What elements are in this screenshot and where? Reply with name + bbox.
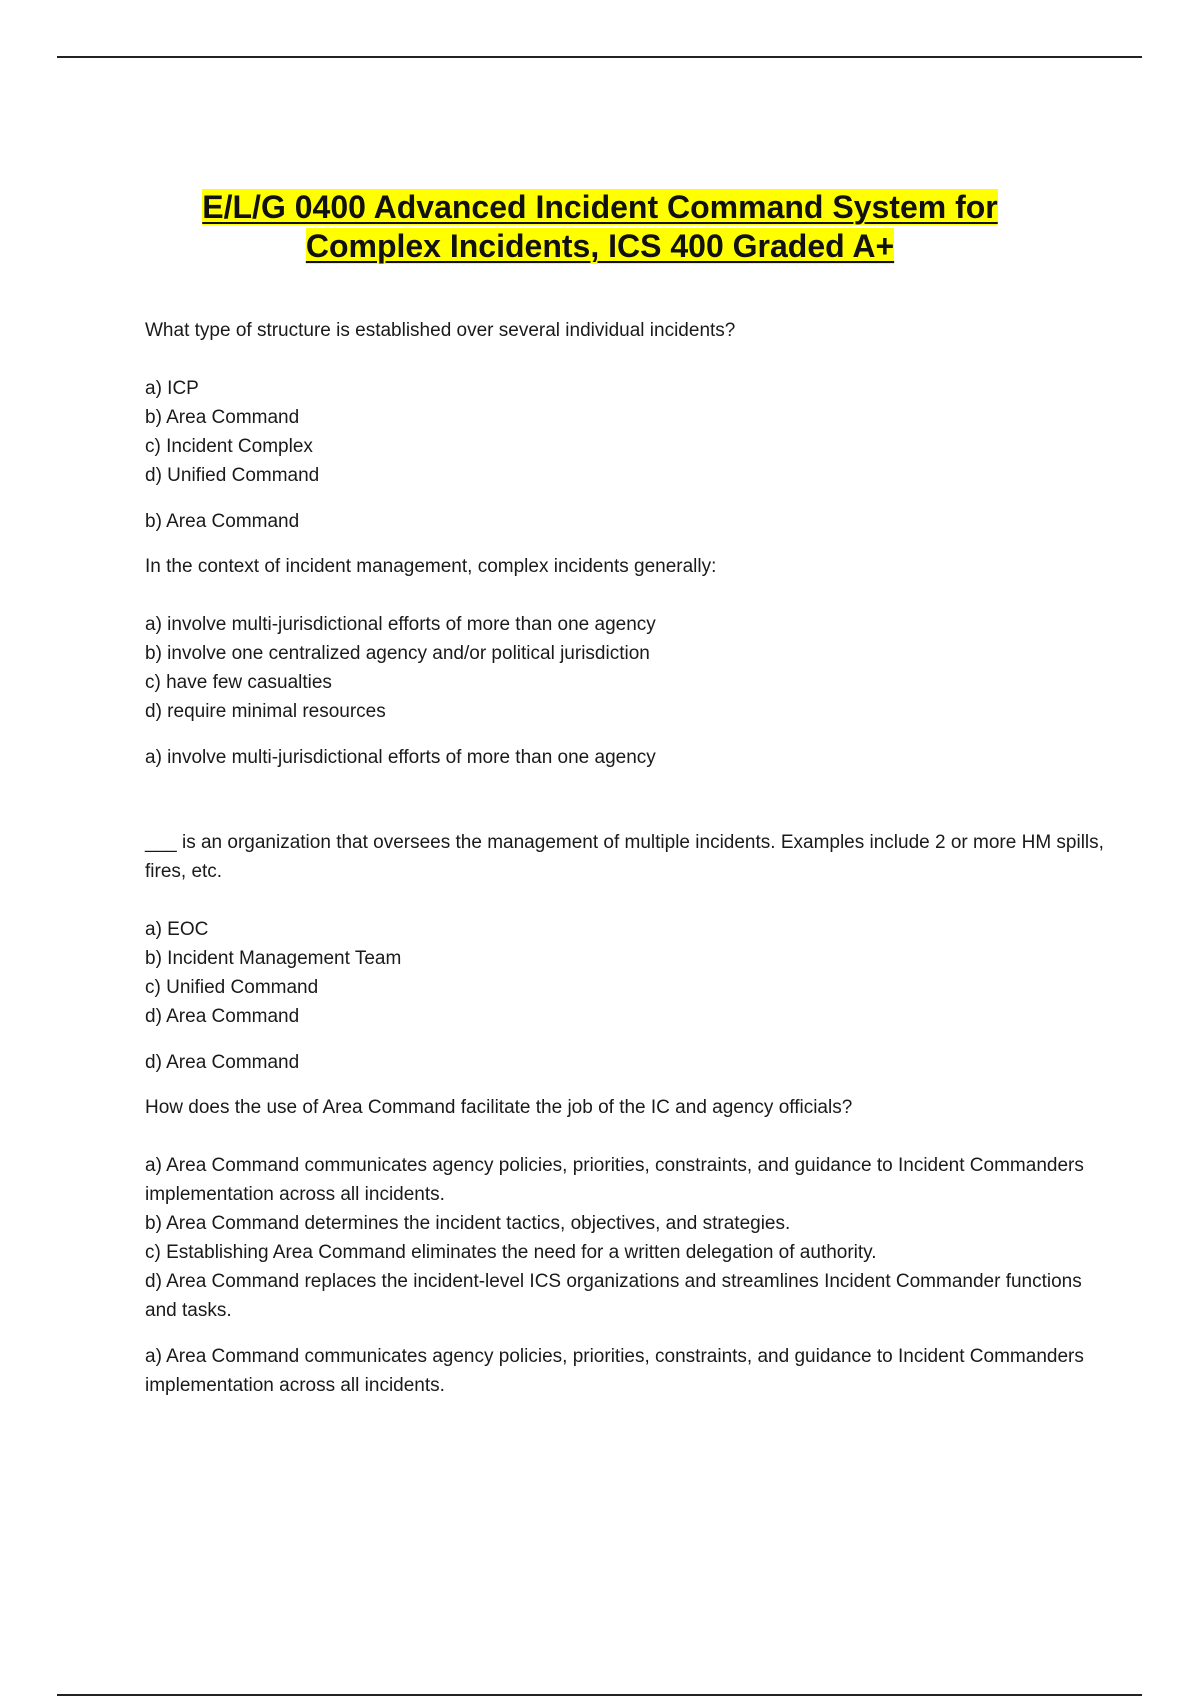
question-text: In the context of incident management, complex incidents generally: (145, 556, 717, 577)
option: d) Area Command replaces the incident-level ICS organizations and streamlines Incident Commander functions and tasks. (145, 1271, 1082, 1321)
question-text: What type of structure is established over several individual incidents? (145, 320, 736, 341)
question-block-4 (145, 1093, 1105, 1400)
answer-text: b) Area Command (145, 511, 300, 532)
question-block-2 (145, 552, 1105, 772)
option: c) Establishing Area Command eliminates the need for a written delegation of authority. (145, 1242, 877, 1263)
question-block-1 (145, 316, 1105, 536)
option: d) require minimal resources (145, 701, 386, 722)
option: b) Area Command (145, 407, 300, 428)
option: d) Unified Command (145, 465, 320, 486)
option: a) EOC (145, 919, 209, 940)
question-text: How does the use of Area Command facilitate the job of the IC and agency officials? (145, 1097, 853, 1118)
options-list (145, 915, 1105, 1031)
option: c) Incident Complex (145, 436, 313, 457)
option: c) have few casualties (145, 672, 332, 693)
answer-text: a) Area Command communicates agency policies, priorities, constraints, and guidance to Incident Commanders implementation across all incidents. (145, 1346, 1084, 1396)
title-line-1: E/L/G 0400 Advanced Incident Command System for (202, 189, 998, 225)
title-line-2: Complex Incidents, ICS 400 Graded A+ (305, 228, 895, 264)
option: b) Area Command determines the incident tactics, objectives, and strategies. (145, 1213, 791, 1234)
answer-text: d) Area Command (145, 1052, 300, 1073)
document-title (0, 188, 1200, 266)
question-text: ___ is an organization that oversees the management of multiple incidents. Examples include 2 or more HM spills, fires, etc. (145, 832, 1104, 882)
options-list (145, 610, 1105, 726)
option: d) Area Command (145, 1006, 300, 1027)
question-block-3 (145, 828, 1105, 1077)
options-list (145, 1151, 1105, 1325)
answer-text: a) involve multi-jurisdictional efforts of more than one agency (145, 747, 656, 768)
document-body (145, 316, 1105, 1400)
option: b) Incident Management Team (145, 948, 402, 969)
option: a) Area Command communicates agency policies, priorities, constraints, and guidance to Incident Commanders implementation across all incidents. (145, 1155, 1084, 1205)
option: a) involve multi-jurisdictional efforts of more than one agency (145, 614, 656, 635)
option: b) involve one centralized agency and/or political jurisdiction (145, 643, 650, 664)
option: a) ICP (145, 378, 199, 399)
options-list (145, 374, 1105, 490)
top-rule (57, 56, 1142, 58)
bottom-rule (57, 1694, 1142, 1696)
option: c) Unified Command (145, 977, 319, 998)
